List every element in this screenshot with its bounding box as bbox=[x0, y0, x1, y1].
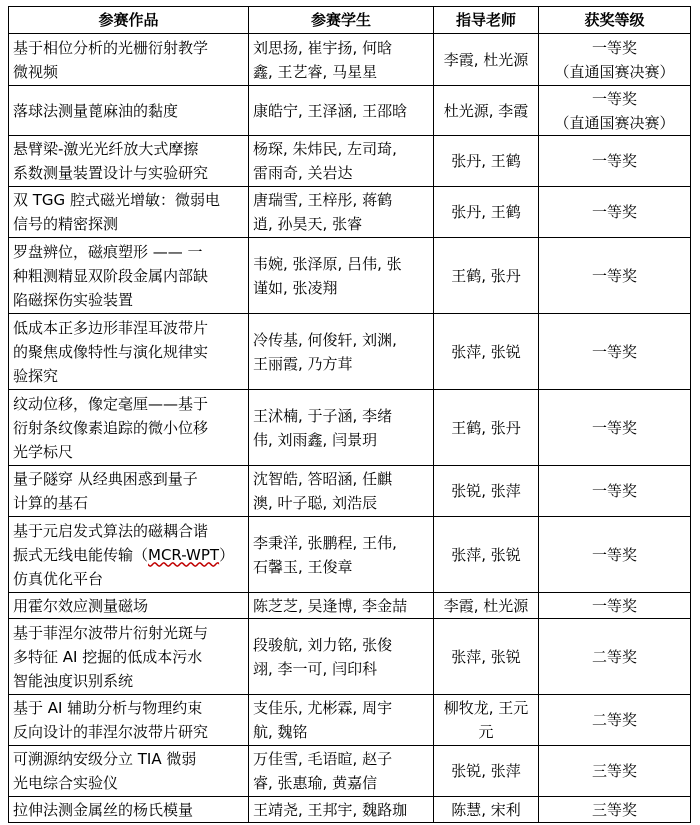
cell-advisor-line: 杜光源, 李霞 bbox=[443, 101, 529, 120]
cell-work bbox=[9, 136, 249, 187]
table-row bbox=[9, 136, 691, 187]
header-students: 参赛学生 bbox=[249, 7, 434, 34]
table-row bbox=[9, 86, 691, 136]
cell-level-line: 三等奖 bbox=[591, 762, 637, 780]
cell-level-line: （直通国赛决赛） bbox=[554, 113, 675, 132]
table-row bbox=[9, 695, 691, 746]
cell-advisor bbox=[434, 314, 539, 390]
cell-work-line: 光电综合实验仪 bbox=[13, 774, 119, 792]
cell-work-line: 光学标尺 bbox=[13, 442, 74, 461]
cell-level-line: 一等奖 bbox=[591, 152, 637, 170]
header-row bbox=[9, 7, 691, 34]
cell-students bbox=[249, 517, 434, 593]
table-header bbox=[9, 7, 691, 34]
cell-advisor bbox=[434, 86, 539, 136]
cell-work-line: 种粗测精显双阶段金属内部缺 bbox=[13, 266, 209, 285]
cell-advisor bbox=[434, 238, 539, 314]
cell-work-line: 验探究 bbox=[13, 366, 59, 385]
cell-advisor-line: 张锐, 张萍 bbox=[451, 482, 521, 500]
cell-work-line: 衍射条纹像素追踪的微小位移 bbox=[13, 418, 209, 437]
cell-work-line: 信号的精密探测 bbox=[13, 215, 119, 233]
table-row bbox=[9, 619, 691, 695]
cell-advisor-line: 张萍, 张锐 bbox=[451, 342, 521, 361]
cell-level bbox=[539, 34, 691, 86]
cell-work-line: 计算的基石 bbox=[13, 494, 89, 512]
cell-level bbox=[539, 593, 691, 619]
header-advisor: 指导老师 bbox=[434, 7, 539, 34]
cell-work bbox=[9, 695, 249, 746]
cell-work-line: 基于相位分析的光栅衍射教学 bbox=[13, 38, 209, 57]
cell-work bbox=[9, 746, 249, 797]
cell-work-line: 陷磁探伤实验装置 bbox=[13, 290, 134, 309]
cell-work bbox=[9, 797, 249, 823]
cell-students-line: 逍, 孙昊天, 张睿 bbox=[253, 215, 363, 233]
cell-advisor-line: 王鹤, 张丹 bbox=[451, 418, 521, 437]
cell-work-line: 可溯源纳安级分立 TIA 微弱 bbox=[13, 750, 197, 768]
cell-level bbox=[539, 314, 691, 390]
cell-students-line: 康皓宁, 王泽涵, 王邵晗 bbox=[253, 101, 408, 120]
cell-advisor-line: 元 bbox=[478, 723, 494, 741]
cell-work bbox=[9, 238, 249, 314]
cell-students bbox=[249, 593, 434, 619]
cell-work bbox=[9, 390, 249, 466]
table-row bbox=[9, 187, 691, 238]
cell-work-line: 用霍尔效应测量磁场 bbox=[13, 596, 149, 615]
cell-students-line: 睿, 张惠瑜, 黄嘉信 bbox=[253, 774, 378, 792]
cell-students-line: 冷传基, 何俊轩, 刘渊, bbox=[253, 330, 397, 349]
cell-level-line: 一等奖 bbox=[591, 89, 637, 108]
cell-work-line: 拉伸法测金属丝的杨氏模量 bbox=[13, 800, 194, 819]
cell-work-line: 反向设计的菲涅尔波带片研究 bbox=[13, 723, 209, 741]
cell-work-line: 低成本正多边形菲涅耳波带片 bbox=[13, 318, 209, 337]
cell-advisor-line: 张丹, 王鹤 bbox=[451, 152, 521, 170]
table-row bbox=[9, 746, 691, 797]
cell-level bbox=[539, 86, 691, 136]
cell-work-line: 纹动位移，像定毫厘——基于 bbox=[13, 394, 209, 413]
cell-students-line: 王沭楠, 于子涵, 李绪 bbox=[253, 406, 393, 425]
cell-students-line: 沈智皓, 答昭涵, 任麒 bbox=[253, 470, 393, 488]
spellcheck-underline: MCR-WPT bbox=[148, 545, 220, 564]
cell-level-line: （直通国赛决赛） bbox=[554, 62, 675, 81]
cell-advisor bbox=[434, 593, 539, 619]
cell-level-line: 一等奖 bbox=[591, 266, 637, 285]
cell-students bbox=[249, 238, 434, 314]
cell-students-line: 支佳乐, 尤彬霖, 周宇 bbox=[253, 699, 393, 717]
cell-work-line: 双 TGG 腔式磁光增敏：微弱电 bbox=[13, 191, 220, 209]
cell-advisor bbox=[434, 746, 539, 797]
cell-students bbox=[249, 695, 434, 746]
cell-level-line: 三等奖 bbox=[591, 800, 637, 819]
cell-students bbox=[249, 314, 434, 390]
cell-work-line: 多特征 AI 挖掘的低成本污水 bbox=[13, 647, 203, 666]
cell-level bbox=[539, 746, 691, 797]
cell-advisor-line: 李霞, 杜光源 bbox=[443, 596, 529, 615]
cell-work-line: 基于 AI 辅助分析与物理约束 bbox=[13, 699, 203, 717]
table-row bbox=[9, 797, 691, 823]
cell-work-line: 仿真优化平台 bbox=[13, 569, 104, 588]
cell-students-line: 王丽霞, 乃方茸 bbox=[253, 354, 353, 373]
cell-students bbox=[249, 86, 434, 136]
header-level: 获奖等级 bbox=[539, 7, 691, 34]
cell-advisor bbox=[434, 695, 539, 746]
cell-level-line: 一等奖 bbox=[591, 418, 637, 437]
cell-work bbox=[9, 86, 249, 136]
table-body bbox=[9, 34, 691, 823]
award-table bbox=[8, 6, 691, 823]
cell-students bbox=[249, 619, 434, 695]
cell-students-line: 刘思扬, 崔宇扬, 何晗 bbox=[253, 38, 393, 57]
cell-work bbox=[9, 314, 249, 390]
cell-level bbox=[539, 136, 691, 187]
table-row bbox=[9, 466, 691, 517]
table-row bbox=[9, 517, 691, 593]
cell-advisor-line: 柳牧龙, 王元 bbox=[443, 699, 529, 717]
cell-advisor bbox=[434, 517, 539, 593]
cell-advisor-line: 陈慧, 宋利 bbox=[451, 800, 521, 819]
table-row bbox=[9, 390, 691, 466]
cell-advisor-line: 张丹, 王鹤 bbox=[451, 203, 521, 221]
cell-advisor bbox=[434, 466, 539, 517]
cell-advisor bbox=[434, 34, 539, 86]
cell-students-line: 雷雨奇, 关岩达 bbox=[253, 164, 353, 182]
cell-level bbox=[539, 797, 691, 823]
cell-work-line: 系数测量装置设计与实验研究 bbox=[13, 164, 209, 182]
table-row bbox=[9, 593, 691, 619]
cell-students-line: 谨如, 张凌翔 bbox=[253, 278, 338, 297]
cell-work bbox=[9, 517, 249, 593]
cell-work-line: 微视频 bbox=[13, 62, 59, 81]
cell-level-line: 一等奖 bbox=[591, 38, 637, 57]
cell-students-line: 翊, 李一可, 闫印科 bbox=[253, 659, 378, 678]
cell-level-line: 一等奖 bbox=[591, 203, 637, 221]
cell-students bbox=[249, 187, 434, 238]
cell-students bbox=[249, 746, 434, 797]
cell-students-line: 鑫, 王艺睿, 马星星 bbox=[253, 62, 378, 81]
cell-students bbox=[249, 390, 434, 466]
cell-students-line: 李秉洋, 张鹏程, 王伟, bbox=[253, 533, 397, 552]
cell-work-line: 基于菲涅尔波带片衍射光斑与 bbox=[13, 623, 209, 642]
table-row bbox=[9, 34, 691, 86]
cell-students bbox=[249, 136, 434, 187]
cell-advisor bbox=[434, 187, 539, 238]
cell-advisor bbox=[434, 136, 539, 187]
cell-students bbox=[249, 466, 434, 517]
cell-work bbox=[9, 187, 249, 238]
cell-students-line: 澳, 叶子聪, 刘浩辰 bbox=[253, 494, 378, 512]
cell-advisor bbox=[434, 797, 539, 823]
cell-work-line: 的聚焦成像特性与演化规律实 bbox=[13, 342, 209, 361]
cell-level bbox=[539, 695, 691, 746]
cell-level-line: 一等奖 bbox=[591, 482, 637, 500]
cell-level bbox=[539, 517, 691, 593]
cell-work-line: 量子隧穿 从经典困惑到量子 bbox=[13, 470, 198, 488]
cell-level bbox=[539, 390, 691, 466]
cell-level bbox=[539, 619, 691, 695]
cell-level bbox=[539, 238, 691, 314]
cell-level bbox=[539, 466, 691, 517]
cell-students-line: 陈芝芝, 吴逢博, 李金喆 bbox=[253, 596, 408, 615]
cell-students-line: 万佳雪, 毛语暄, 赵子 bbox=[253, 750, 393, 768]
cell-students-line: 伟, 刘雨鑫, 闫景玥 bbox=[253, 430, 378, 449]
cell-level-line: 二等奖 bbox=[591, 711, 637, 729]
cell-advisor-line: 王鹤, 张丹 bbox=[451, 266, 521, 285]
cell-level-line: 一等奖 bbox=[591, 545, 637, 564]
header-work: 参赛作品 bbox=[9, 7, 249, 34]
cell-advisor-line: 张锐, 张萍 bbox=[451, 762, 521, 780]
cell-students bbox=[249, 797, 434, 823]
cell-advisor-line: 张萍, 张锐 bbox=[451, 545, 521, 564]
cell-work bbox=[9, 593, 249, 619]
cell-work-line: 振式无线电能传输（MCR-WPT） bbox=[13, 545, 235, 564]
cell-work-line: 罗盘辨位，磁痕塑形 —— 一 bbox=[13, 242, 203, 261]
cell-work-line: 悬臂梁-激光光纤放大式摩擦 bbox=[13, 140, 199, 158]
cell-level-line: 一等奖 bbox=[591, 342, 637, 361]
cell-advisor bbox=[434, 390, 539, 466]
cell-students-line: 王靖尧, 王邦宇, 魏路珈 bbox=[253, 800, 408, 819]
cell-students-line: 韦婉, 张泽原, 吕伟, 张 bbox=[253, 254, 402, 273]
cell-students bbox=[249, 34, 434, 86]
cell-level-line: 一等奖 bbox=[591, 596, 637, 615]
cell-work bbox=[9, 619, 249, 695]
table-row bbox=[9, 314, 691, 390]
cell-advisor-line: 李霞, 杜光源 bbox=[443, 50, 529, 69]
cell-work bbox=[9, 466, 249, 517]
cell-students-line: 唐瑞雪, 王梓彤, 蒋鹤 bbox=[253, 191, 393, 209]
cell-level bbox=[539, 187, 691, 238]
cell-work-line: 基于元启发式算法的磁耦合谐 bbox=[13, 521, 209, 540]
cell-work-line: 落球法测量蓖麻油的黏度 bbox=[13, 101, 179, 120]
cell-advisor bbox=[434, 619, 539, 695]
cell-work bbox=[9, 34, 249, 86]
cell-work-line: 智能浊度识别系统 bbox=[13, 671, 134, 690]
table-row bbox=[9, 238, 691, 314]
cell-students-line: 航, 魏铭 bbox=[253, 723, 308, 741]
cell-students-line: 杨琛, 朱炜民, 左司琦, bbox=[253, 140, 397, 158]
cell-students-line: 段骏航, 刘力铭, 张俊 bbox=[253, 635, 393, 654]
cell-level-line: 二等奖 bbox=[591, 647, 637, 666]
cell-advisor-line: 张萍, 张锐 bbox=[451, 647, 521, 666]
cell-students-line: 石馨玉, 王俊章 bbox=[253, 557, 353, 576]
